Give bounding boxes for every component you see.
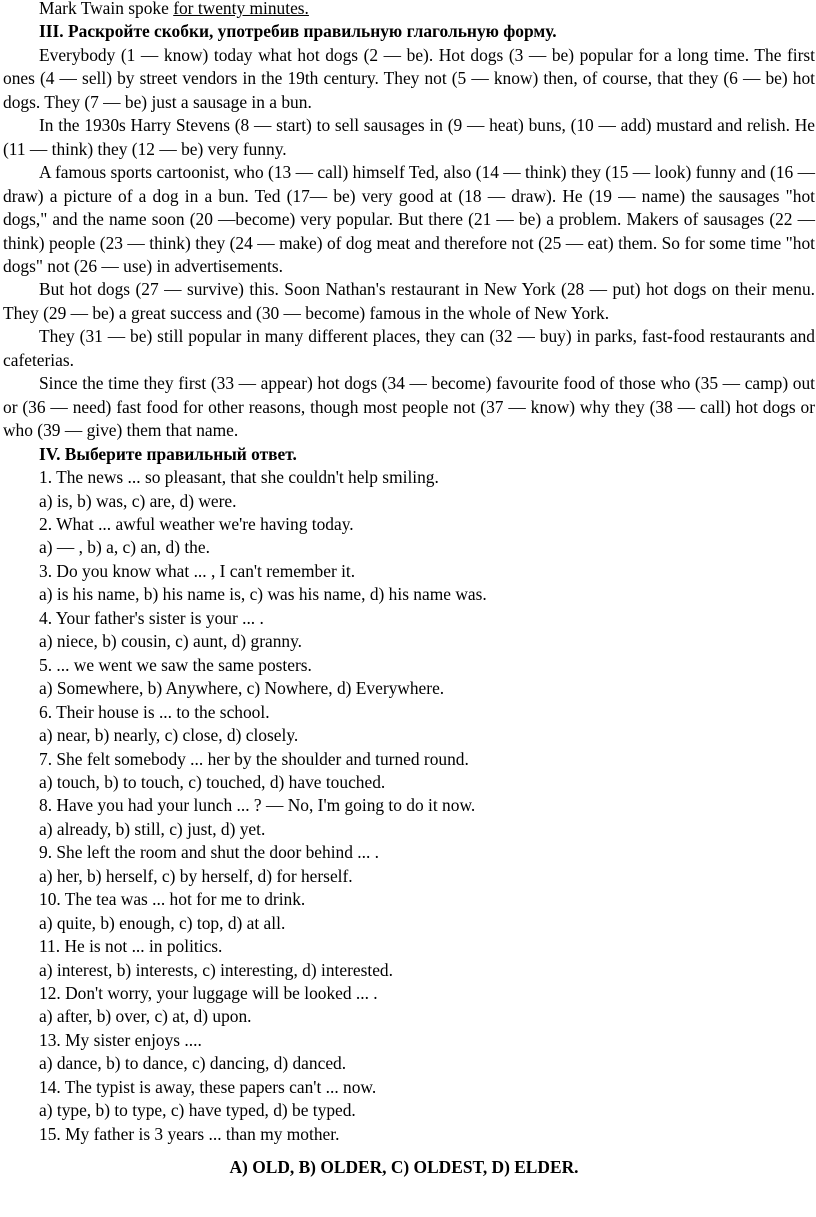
question-12: 12. Don't worry, your luggage will be looked ... . — [39, 983, 378, 1004]
question-5: 5. ... we went we saw the same posters. — [39, 654, 312, 675]
intro-line — [3, 0, 815, 20]
answer-options-14: a) type, b) to type, c) have typed, d) be typed. — [39, 1100, 356, 1121]
answer-options-10: a) quite, b) enough, c) top, d) at all. — [39, 912, 286, 933]
answer-options-9: a) her, b) herself, c) by herself, d) for herself. — [39, 865, 353, 886]
question-3: 3. Do you know what ... , I can't remember it. — [39, 560, 356, 581]
intro-text: Mark Twain spoke — [39, 0, 174, 18]
paragraph-3: A famous sports cartoonist, who (13 — call) himself Ted, also (14 — think) they (15 — look) funny and (16 — draw) a picture of a dog in a bun. Ted (17— be) very good at (18 — draw). He (19 — name) the sausages "hot dogs," and the name soon (20 —become) very popular. But there (21 — be) a problem. Makers of sausages (22 — think) people (23 — think) they (24 — make) of dog meat and therefore not (25 — eat) them. So for some time "hot dogs" not (26 — use) in advertisements. — [3, 162, 815, 276]
question-1: 1. The news ... so pleasant, that she couldn't help smiling. — [39, 467, 439, 488]
answer-options-12: a) after, b) over, c) at, d) upon. — [39, 1006, 252, 1027]
answer-options-2: a) — , b) a, c) an, d) the. — [39, 537, 210, 558]
answer-options-5: a) Somewhere, b) Anywhere, c) Nowhere, d) Everywhere. — [39, 678, 445, 699]
paragraph-6: Since the time they first (33 — appear) hot dogs (34 — become) favourite food of those who (35 — camp) out or (36 — need) fast food for other reasons, though most people not (37 — know) why they (38 — call) hot dogs or who (39 — give) them that name. — [3, 373, 815, 441]
answer-options-1: a) is, b) was, c) are, d) were. — [39, 490, 237, 511]
document-page — [3, 0, 815, 1197]
answer-options-6: a) near, b) nearly, c) close, d) closely. — [39, 725, 299, 746]
paragraph-2: In the 1930s Harry Stevens (8 — start) to sell sausages in (9 — heat) buns, (10 — add) mustard and relish. He (11 — think) they (12 — be) very funny. — [3, 115, 815, 159]
section-3-heading: III. Раскройте скобки, употребив правильную глагольную форму. — [39, 21, 557, 42]
answer-options-7: a) touch, b) to touch, c) touched, d) have touched. — [39, 771, 386, 792]
answer-options-8: a) already, b) still, c) just, d) yet. — [39, 818, 266, 839]
question-11: 11. He is not ... in politics. — [39, 936, 223, 957]
question-2: 2. What ... awful weather we're having today. — [39, 513, 354, 534]
answer-options-11: a) interest, b) interests, c) interesting, d) interested. — [39, 959, 393, 980]
paragraph-1: Everybody (1 — know) today what hot dogs (2 — be). Hot dogs (3 — be) popular for a long time. The first ones (4 — sell) by street vendors in the 19th century. They not (5 — know) then, of course, that they (6 — be) hot dogs. They (7 — be) just a sausage in a bun. — [3, 44, 815, 112]
question-4: 4. Your father's sister is your ... . — [39, 607, 264, 628]
question-14: 14. The typist is away, these papers can't ... now. — [39, 1076, 377, 1097]
question-8: 8. Have you had your lunch ... ? — No, I'm going to do it now. — [39, 795, 476, 816]
question-15: 15. My father is 3 years ... than my mother. — [39, 1123, 340, 1144]
question-9: 9. She left the room and shut the door behind ... . — [39, 842, 380, 863]
question-7: 7. She felt somebody ... her by the shoulder and turned round. — [39, 748, 469, 769]
paragraph-4: But hot dogs (27 — survive) this. Soon Nathan's restaurant in New York (28 — put) hot dogs on their menu. They (29 — be) a great success and (30 — become) famous in the whole of New York. — [3, 279, 815, 323]
intro-underlined-text: for twenty minutes. — [173, 0, 309, 18]
answer-options-13: a) dance, b) to dance, c) dancing, d) danced. — [39, 1053, 347, 1074]
question-10: 10. The tea was ... hot for me to drink. — [39, 889, 306, 910]
paragraph-5: They (31 — be) still popular in many different places, they can (32 — buy) in parks, fast-food restaurants and cafeterias. — [3, 326, 815, 370]
section-4-heading: IV. Выберите правильный ответ. — [39, 443, 297, 464]
answer-options-15: A) OLD, B) OLDER, C) OLDEST, D) ELDER. — [229, 1157, 579, 1178]
question-13: 13. My sister enjoys .... — [39, 1029, 202, 1050]
answer-options-3: a) is his name, b) his name is, c) was his name, d) his name was. — [39, 584, 487, 605]
answer-options-4: a) niece, b) cousin, c) aunt, d) granny. — [39, 631, 303, 652]
question-6: 6. Their house is ... to the school. — [39, 701, 270, 722]
